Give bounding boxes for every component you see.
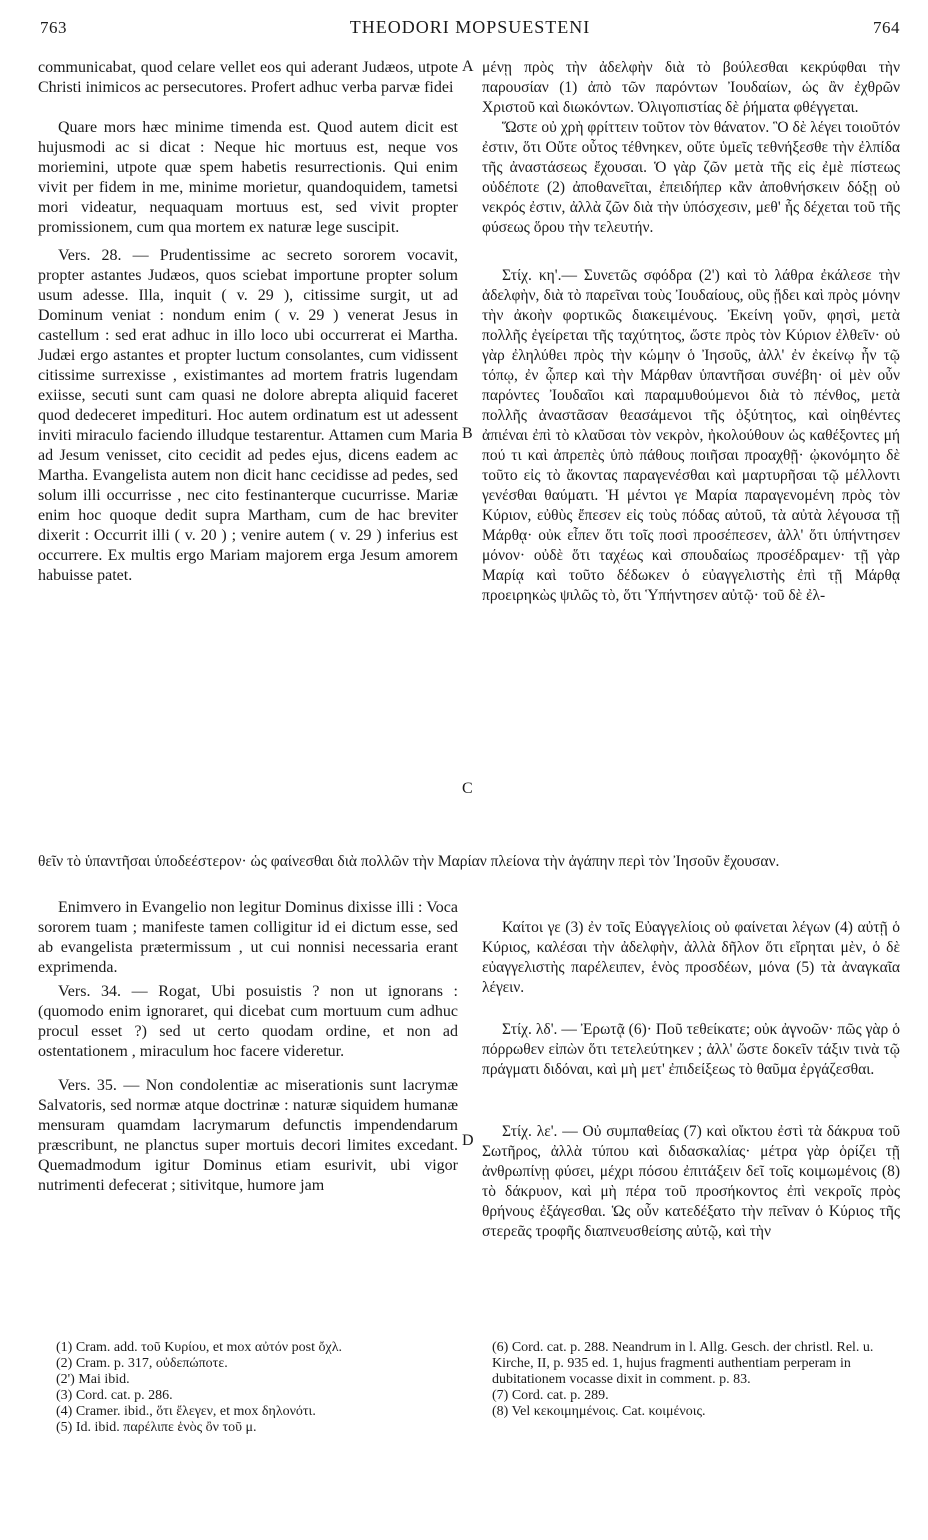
latin-paragraph-5: Vers. 34. — Rogat, Ubi posuistis ? non ut ignorans : (quomodo enim ignoraret, qui dicebat cum mortuum cum adhuc procul esset ?) sed ut certo quodam ordine, et non ad ostentationem , miraculum hoc facere videretur. [38,983,458,1060]
footnote: (2) Cram. p. 317, οὐδεπώποτε. [56,1356,228,1371]
latin-paragraph-6: Vers. 35. — Non condolentiæ ac miserationis sunt lacrymæ Salvatoris, sed normæ atque doctrinæ : naturæ siquidem humanæ mensuram quamdam lacrymarum defunctis impendendarum præscribunt, ne planctus super mortuis decori limites excedant. Quemadmodum igitur Dominus etiam esurivit, ubi vigor nutrimenti defecerat ; sitivitque, humore jam [38,1077,458,1194]
running-title: THEODORI MOPSUESTENI [349,17,591,37]
footnote: (6) Cord. cat. p. 288. Neandrum in l. Allg. Gesch. der christl. Rel. u. Kirche, II, p. 935 ed. 1, hujus fragmenti authentiam perperam in dubitationem vocasse dixit in comment. p. 83. [492,1340,874,1387]
latin-paragraph-4: Enimvero in Evangelio non legitur Dominus dixisse illi : Voca sororem tuam ; manifeste tamen colligitur id ei dictum esse, sed ab evangelista prætermissum , ut cui nonnisi necessaria erant exprimenda. [38,899,458,976]
section-marker-b: B [462,425,473,442]
footnote: (4) Cramer. ibid., ὅτι ἔλεγεν, et mox δηλονότι. [56,1404,316,1419]
section-marker-d: D [462,1132,474,1149]
greek-column-upper [482,58,900,606]
footnote: (5) Id. ibid. παρέλιπε ἑνὸς ὂν τοῦ μ. [56,1420,257,1435]
greek-paragraph-1: μένῃ πρὸς τὴν ἀδελφὴν διὰ τὸ βούλεσθαι κεκρύφθαι τὴν παρουσίαν (1) ἀπὸ τῶν παρόντων Ἰουδαίων, ὡς ἂν ἐχθρῶν Χριστοῦ καὶ διωκόντων. Ὀλιγοπιστίας δὲ ῥήματα φθέγγεται. [482,59,900,116]
footnote: (1) Cram. add. τοῦ Κυρίου, et mox αὐτόν post ὄχλ. [56,1340,342,1355]
latin-column-lower [38,898,458,1196]
page-number-left: 763 [40,18,67,37]
footnote: (3) Cord. cat. p. 286. [56,1388,173,1403]
latin-paragraph-3: Vers. 28. — Prudentissime ac secreto sororem vocavit, propter astantes Judæos, quos sciebat importune propter solum usum adesse. Illa, inquit ( v. 29 ), citissime surgit, ut ad Dominum veniat : nondum enim ( v. 29 ) venerat Jesus in castellum : sed erat adhuc in illo loco ubi occurrerat ei Martha. Judæi ergo astantes et propter luctum consolantes, cum vidissent citissime surrexisse , existimantes ad mortem fratris lugendam exiisse, secuti sunt cam quasi ne dolore abrepta aliquid faceret quod dedeceret impedituri. Hoc autem ordinatum est ut adessent inviti miraculo faciendo illudque testarentur. Attamen cum Maria ad Jesum venisset, cito cecidit ad pedes ejus, dicens eadem ac Martha. Evangelista autem non dicit hanc cecidisse ad pedes, sed solum illi occurrisse , nec cito festinanterque cucurrisse. Mariæ enim hoc quoque dedit supra Martham, cum de hac breviter dixerit : Occurrit illi ( v. 20 ) ; venire autem ( v. 29 ) inferius est occurrere. Ex multis ergo Mariam majorem erga Jesum amorem habuisse patet. [38,247,458,584]
full-width-greek-line: θεῖν τὸ ὑπαντῆσαι ὑποδεέστερον· ὡς φαίνεσθαι διὰ πολλῶν τὴν Μαρίαν πλείονα τὴν ἀγάπην περὶ τὸν Ἰησοῦν ἔχουσαν. [38,853,780,870]
footnotes-right [492,1340,902,1420]
section-marker-c: C [462,780,473,797]
footnote: (7) Cord. cat. p. 289. [492,1388,609,1403]
greek-column-lower [482,918,900,1242]
page-number-right: 764 [873,18,900,37]
greek-paragraph-4: Καίτοι γε (3) ἐν τοῖς Εὐαγγελίοις οὐ φαίνεται λέγων (4) αὐτῇ ὁ Κύριος, καλέσαι τὴν ἀδελφὴν, ἀλλὰ δῆλον ὅτι εἴρηται μὲν, ὁ δὲ εὐαγγελιστὴς παρέλειπεν, ἑνὸς προσδέων, μόνα (5) τὰ ἀναγκαῖα λέγειν. [482,919,900,996]
latin-paragraph-1: communicabat, quod celare vellet eos qui aderant Judæos, utpote Christi inimicos ac persecutores. Profert adhuc verba parvæ fidei [38,59,458,96]
greek-paragraph-6: Στίχ. λε'. — Οὐ συμπαθείας (7) καὶ οἴκτου ἐστὶ τὰ δάκρυα τοῦ Σωτῆρος, ἀλλὰ τύπου καὶ διδασκαλίας· μέτρα γὰρ ὁρίζει τῇ ἀνθρωπίνῃ φύσει, μέχρι πόσου ἐπιτάξειν δεῖ τοῖς κοιμωμένοις (8) τὸ δάκρυον, καὶ μὴ πέρα τοῦ προσήκοντος ἐπὶ νεκροῖς πρὸς θρήνους ἐξάγεσθαι. Ὡς οὖν κατεδέξατο τὴν πεῖναν ὁ Κύριος τῆς στερεᾶς τροφῆς διαπνευσθείσης αὐτῷ, καὶ τὴν [482,1123,900,1240]
greek-paragraph-5: Στίχ. λδ'. — Ἐρωτᾷ (6)· Ποῦ τεθείκατε; οὐκ ἀγνοῶν· πῶς γὰρ ὁ πόρρωθεν εἰπὼν ὅτι τετελεύτηκεν ; ἀλλ' ὥστε δοκεῖν τάξιν τινὰ τῷ πράγματι διδόναι, καὶ μὴ μετ' ἐπιδείξεως τὸ θαῦμα ἐργάζεσθαι. [482,1021,900,1078]
footnote: (2') Mai ibid. [56,1372,130,1387]
footnote: (8) Vel κεκοιμημένοις. Cat. κοιμένοις. [492,1404,706,1419]
section-marker-a: A [462,58,474,75]
latin-column-upper [38,58,458,586]
footnotes-left [56,1340,456,1436]
running-head [40,8,900,38]
latin-paragraph-2: Quare mors hæc minime timenda est. Quod autem dicit est hujusmodi ac si dicat : Neque hic mortuus est, neque vos moriemini, utpote quæ spem habetis resurrectionis. Qui enim vivit per fidem in me, minime morietur, quandoquidem, tametsi mori videatur, nequaquam mortuus est, sed vivit propter promissionem, cum qua mortem ex naturæ lege suscipit. [38,119,458,236]
greek-paragraph-3: Στίχ. κη'.— Συνετῶς σφόδρα (2') καὶ τὸ λάθρα ἐκάλεσε τὴν ἀδελφὴν, διὰ τὸ παρεῖναι τοὺς Ἰουδαίους, οὓς ᾔδει καὶ πρὸς μόνην τὴν ἀκοὴν φορτικῶς διακειμένους. Ἐκείνη γοῦν, φησὶ, μετὰ πολλῆς ἐγείρεται τῆς ταχύτητος, ὥστε πρὸς τὸν Κύριον ἐλθεῖν· οὐ γὰρ ἐληλύθει πρὸς τὴν κώμην ὁ Ἰησοῦς, ἀλλ' ἐν ἐκείνῳ ἦν τῷ τόπῳ, ἐν ᾧπερ καὶ τὴν Μάρθαν ὑπαντῆσαι συνέβη· οἱ μὲν οὖν παρόντες Ἰουδαῖοι καὶ παραμυθούμενοι διὰ τὸ πένθος, μετὰ πολλῆς ἀναστᾶσαν θεασάμενοι τῆς ὀξύτητος, καὶ οἰηθέντες ἀπιέναι ἐπὶ τὸ κλαῦσαι τὸν νεκρὸν, ἠκολούθουν ὡς καθέξοντες μή πού τι καὶ ἀπρεπὲς ὑπὸ πάθους ποιῆσαι προαχθῇ· ᾠκονόμητο δὲ τοῦτο εἰς τὸ ἄκοντας παραγενέσθαι καὶ μαρτυρῆσαι τῷ μέλλοντι γενέσθαι θαύματι. Ἡ μέντοι γε Μαρία παραγενομένη πρὸς τὸν Κύριον, εὐθὺς ἔπεσεν εἰς τοὺς πόδας αὐτοῦ, τὰ αὐτὰ λέγουσα τῇ Μάρθᾳ· οὐκ εἶπεν ὅτι τοῖς ποσὶ προσέπεσεν, ἀλλ' ὅτι ὑπήντησεν μόνον· οὐδὲ ὅτι ταχέως καὶ σπουδαίως προσέδραμεν· τῇ γὰρ Μαρίᾳ καὶ τοῦτο δέδωκεν ὁ εὐαγγελιστὴς ἐπὶ τῇ Μάρθᾳ προειρηκὼς ψιλῶς τὸ, ὅτι Ὑπήντησεν αὐτῷ· τοῦ δὲ ἐλ- [482,267,900,604]
greek-paragraph-2: Ὥστε οὐ χρὴ φρίττειν τοῦτον τὸν θάνατον. Ὃ δὲ λέγει τοιοῦτόν ἐστιν, ὅτι Οὔτε οὗτος τέθνηκεν, οὔτε ὑμεῖς τεθνήξεσθε τὴν ἐλπίδα τῆς ἀναστάσεως ἔχουσαι. Ὁ γὰρ ζῶν μετὰ τῆς εἰς ἐμὲ πίστεως οὐδέποτε (2) ἀποθανεῖται, ἐπειδήπερ κἂν ἀποθνήσκειν δόξῃ οὐ νεκρός ἐστιν, ἀλλὰ ζῶν διὰ τὴν ὑπόσχεσιν, μεθ' ἧς δέχεται τοῦ τῆς φύσεως ὅρου τὴν τελευτήν. [482,119,900,236]
